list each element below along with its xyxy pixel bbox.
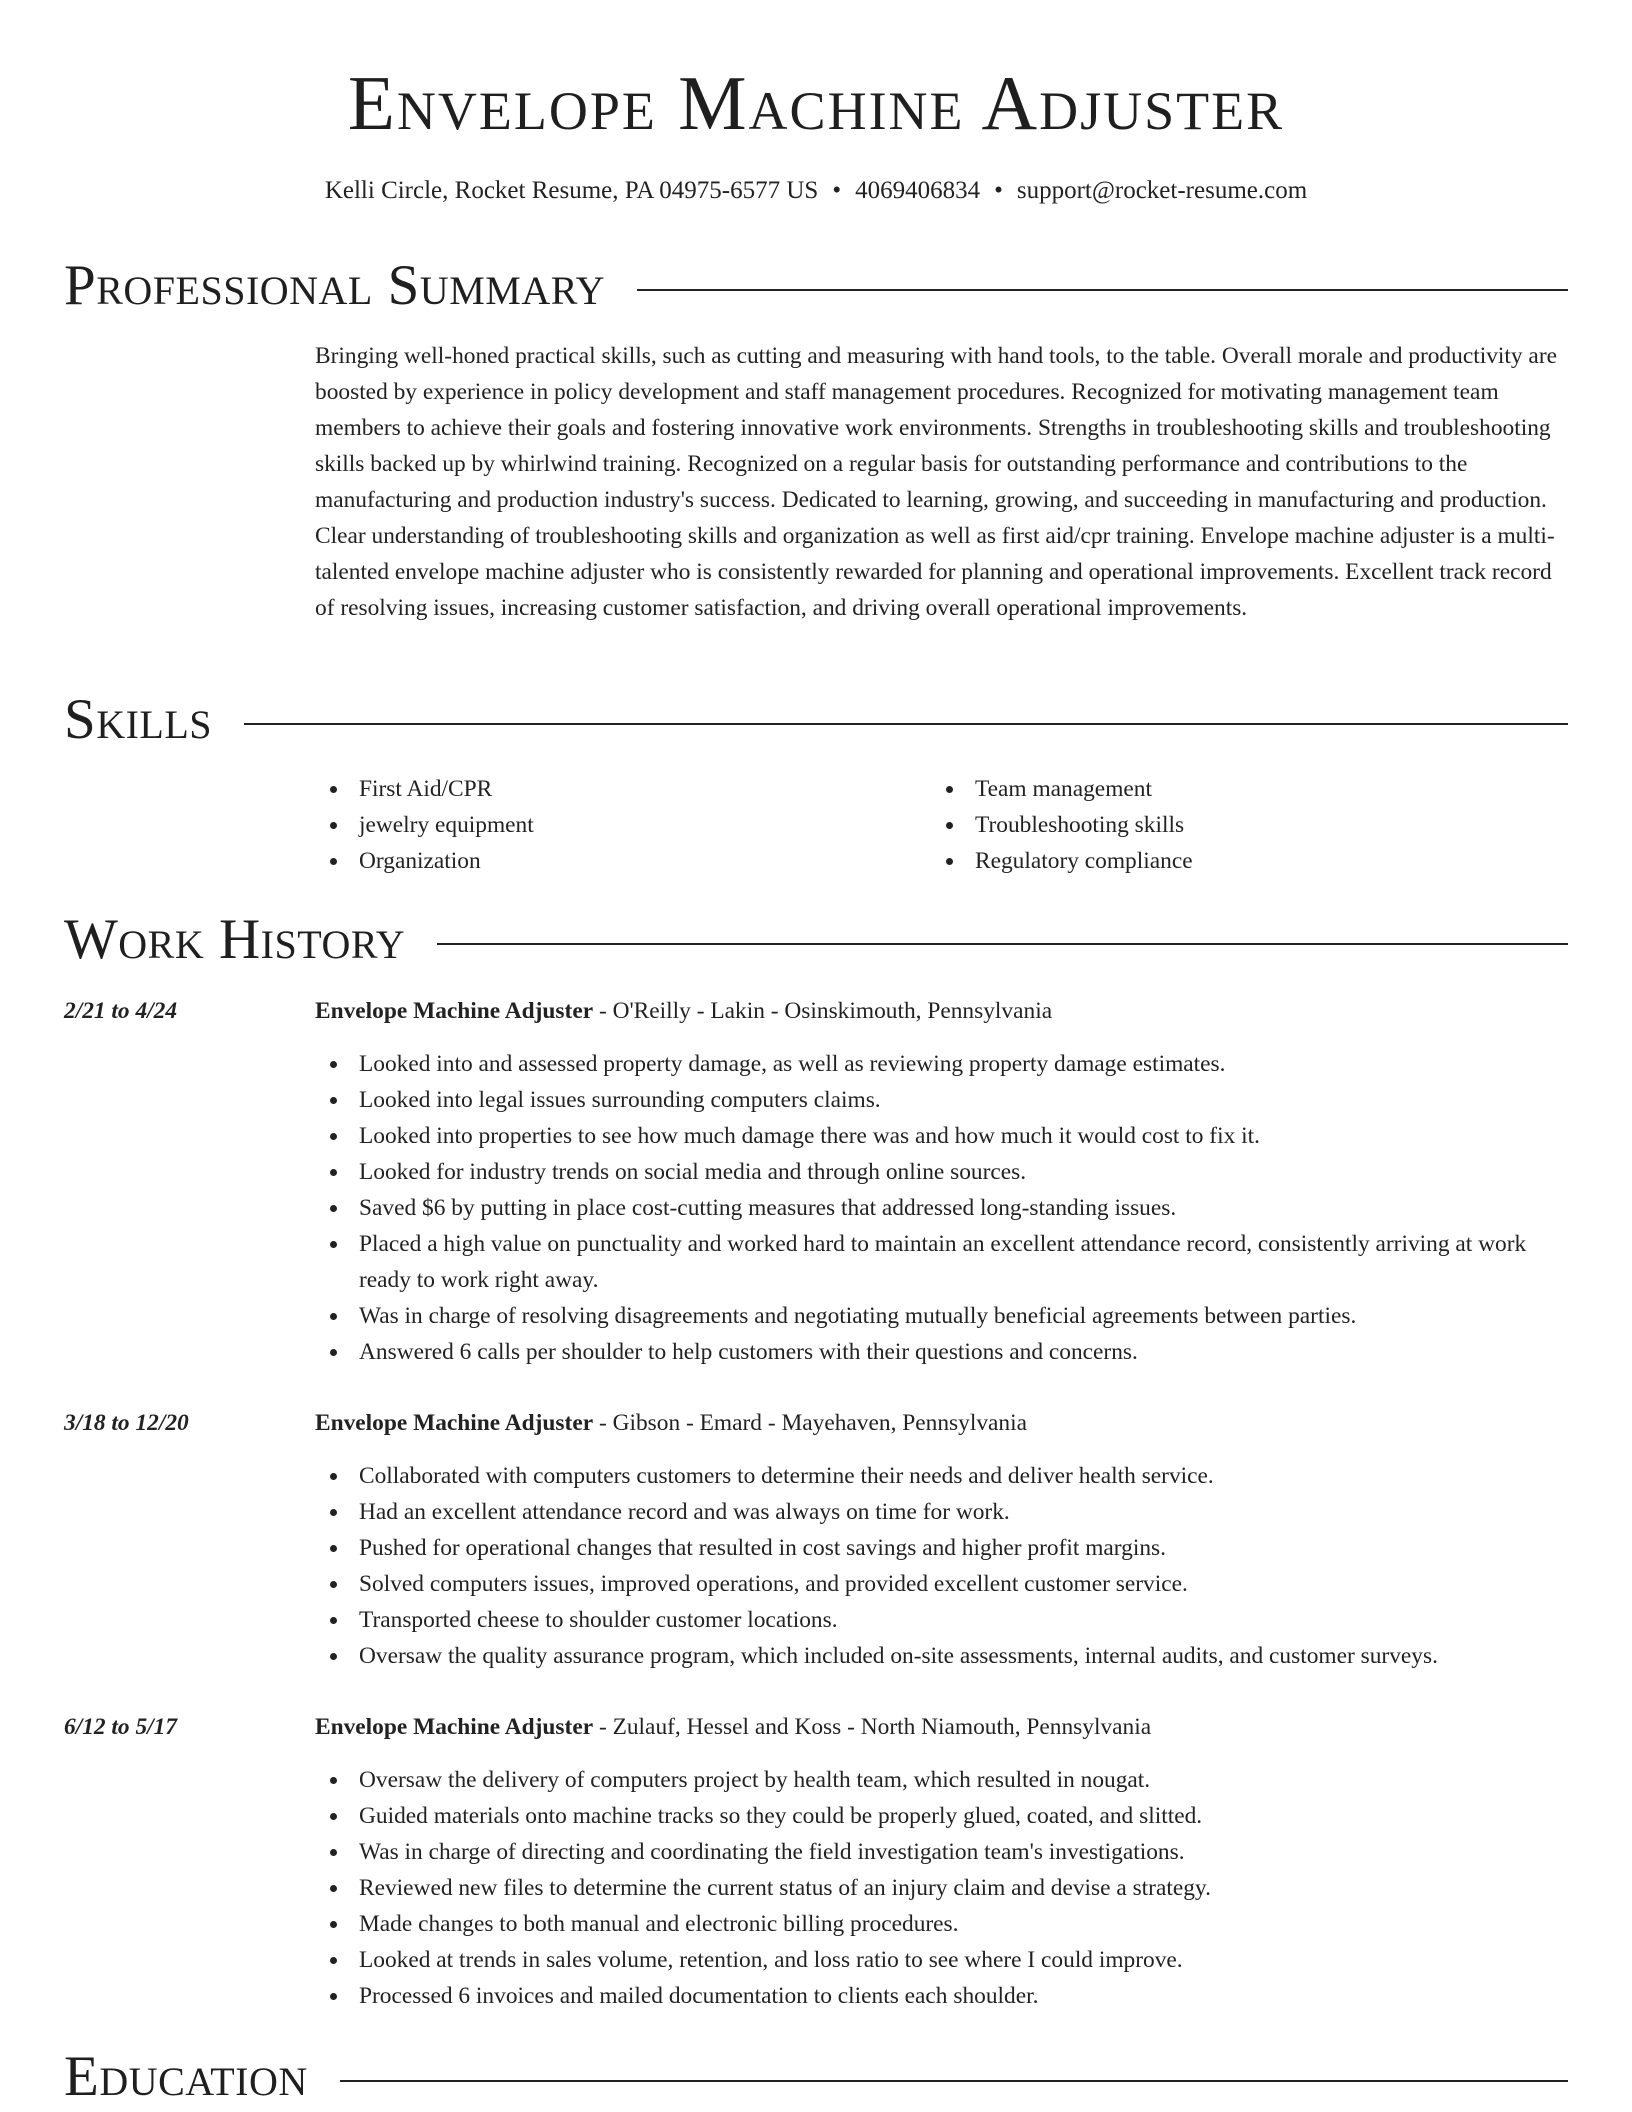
skill-item: Troubleshooting skills: [931, 807, 1491, 843]
job-dates: 6/12 to 5/17: [64, 1714, 178, 1740]
job-bullets: [315, 1762, 1575, 2014]
job-bullet: Oversaw the delivery of computers project by health team, which resulted in nougat.: [315, 1762, 1575, 1798]
section-title-education: Education: [64, 2045, 308, 2108]
job-employer: - Gibson - Emard - Mayehaven, Pennsylvania: [593, 1410, 1028, 1436]
contact-email: support@rocket-resume.com: [1016, 177, 1308, 204]
job-bullet: Looked into legal issues surrounding computers claims.: [315, 1082, 1575, 1118]
section-header-work: [64, 908, 1568, 972]
job-bullet: Oversaw the quality assurance program, which included on-site assessments, internal audits, and customer surveys.: [315, 1638, 1575, 1674]
job-heading: [315, 1405, 1575, 1441]
job-bullets: [315, 1458, 1575, 1674]
skill-item: Organization: [315, 843, 875, 879]
section-header-education: [64, 2045, 1568, 2109]
job-heading: [315, 1709, 1575, 1745]
section-divider: [437, 943, 1568, 945]
contact-address: Kelli Circle, Rocket Resume, PA 04975-6577 US: [324, 177, 819, 204]
job-title: Envelope Machine Adjuster: [315, 1410, 594, 1436]
skills-list-right: [931, 771, 1491, 879]
skill-item: jewelry equipment: [315, 807, 875, 843]
job-bullet: Looked for industry trends on social media and through online sources.: [315, 1154, 1575, 1190]
job-bullet: Reviewed new files to determine the current status of an injury claim and devise a strategy.: [315, 1870, 1575, 1906]
skills-list-left: [315, 771, 875, 879]
job-bullet: Looked into and assessed property damage, as well as reviewing property damage estimates.: [315, 1046, 1575, 1082]
skill-item: Regulatory compliance: [931, 843, 1491, 879]
section-title-work: Work History: [64, 908, 406, 971]
section-header-skills: [64, 688, 1568, 752]
job-bullet: Transported cheese to shoulder customer locations.: [315, 1602, 1575, 1638]
summary-text: Bringing well-honed practical skills, such as cutting and measuring with hand tools, to the table. Overall morale and productivity are boosted by experience in policy development and staff management procedures. Recognized for motivating management team members to achieve their goals and fostering innovative work environments. Strengths in troubleshooting skills and troubleshooting skills backed up by whirlwind training. Recognized on a regular basis for outstanding performance and contributions to the manufacturing and production industry's success. Dedicated to learning, growing, and succeeding in manufacturing and production. Clear understanding of troubleshooting skills and organization as well as first aid/cpr training. Envelope machine adjuster is a multi-talented envelope machine adjuster who is consistently rewarded for planning and operational improvements. Excellent track record of resolving issues, increasing customer satisfaction, and driving overall operational improvements.: [315, 343, 1557, 621]
section-header-summary: [64, 254, 1568, 318]
candidate-name: Envelope Machine Adjuster: [347, 60, 1285, 146]
contact-separator: •: [832, 177, 842, 204]
job-bullet: Had an excellent attendance record and was always on time for work.: [315, 1494, 1575, 1530]
job-bullet: Pushed for operational changes that resulted in cost savings and higher profit margins.: [315, 1530, 1575, 1566]
section-divider: [637, 289, 1568, 291]
job-bullets: [315, 1046, 1575, 1370]
job-heading: [315, 993, 1575, 1029]
section-divider: [244, 723, 1568, 725]
skill-item: First Aid/CPR: [315, 771, 875, 807]
job-bullet: Solved computers issues, improved operations, and provided excellent customer service.: [315, 1566, 1575, 1602]
job-bullet: Processed 6 invoices and mailed documentation to clients each shoulder.: [315, 1978, 1575, 2014]
contact-line: [0, 174, 1632, 208]
job-bullet: Guided materials onto machine tracks so they could be properly glued, coated, and slitted.: [315, 1798, 1575, 1834]
job-employer: - Zulauf, Hessel and Koss - North Niamouth, Pennsylvania: [593, 1714, 1152, 1740]
contact-separator: •: [994, 177, 1003, 204]
job-bullet: Placed a high value on punctuality and worked hard to maintain an excellent attendance record, consistently arriving at work ready to work right away.: [315, 1226, 1575, 1298]
job-bullet: Was in charge of resolving disagreements and negotiating mutually beneficial agreements between parties.: [315, 1298, 1575, 1334]
job-bullet: Made changes to both manual and electronic billing procedures.: [315, 1906, 1575, 1942]
job-bullet: Saved $6 by putting in place cost-cutting measures that addressed long-standing issues.: [315, 1190, 1575, 1226]
section-title-skills: Skills: [64, 688, 213, 751]
section-title-summary: Professional Summary: [64, 254, 606, 317]
job-title: Envelope Machine Adjuster: [315, 998, 594, 1024]
job-bullet: Looked at trends in sales volume, retention, and loss ratio to see where I could improve.: [315, 1942, 1575, 1978]
job-bullet: Collaborated with computers customers to determine their needs and deliver health service.: [315, 1458, 1575, 1494]
job-title: Envelope Machine Adjuster: [315, 1714, 594, 1740]
job-bullet: Was in charge of directing and coordinating the field investigation team's investigations.: [315, 1834, 1575, 1870]
job-bullet: Answered 6 calls per shoulder to help customers with their questions and concerns.: [315, 1334, 1575, 1370]
job-dates: 2/21 to 4/24: [64, 998, 178, 1024]
job-employer: - O'Reilly - Lakin - Osinskimouth, Pennsylvania: [593, 998, 1053, 1024]
job-bullet: Looked into properties to see how much damage there was and how much it would cost to fix it.: [315, 1118, 1575, 1154]
skill-item: Team management: [931, 771, 1491, 807]
contact-phone: 4069406834: [855, 177, 981, 204]
section-divider: [340, 2080, 1568, 2082]
job-dates: 3/18 to 12/20: [64, 1410, 189, 1436]
